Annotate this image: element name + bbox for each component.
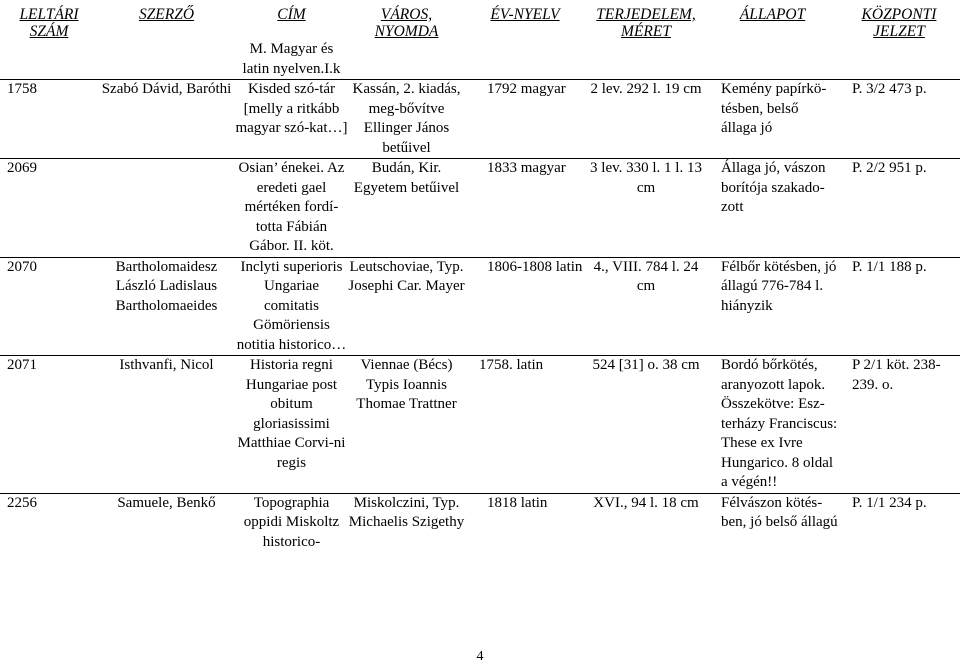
header-row	[0, 4, 960, 40]
row-shelf: P. 1/1 234 p.	[838, 493, 960, 552]
row-title: Kisded szó-tár [melly a ritkább magyar szó-kat…]	[235, 80, 348, 159]
page-number: 4	[476, 649, 484, 664]
row-year-lang: 1833 magyar	[465, 159, 585, 258]
row-place: Viennae (Bécs) Typis Ioannis Thomae Trattner	[348, 356, 465, 494]
row-year-lang: 1758. latin	[465, 356, 585, 494]
header-author: SZERZŐ	[138, 6, 195, 23]
leading-row	[0, 40, 960, 80]
row-year-lang: 1792 magyar	[465, 80, 585, 159]
table-row	[0, 257, 960, 356]
row-shelf: P. 2/2 951 p.	[838, 159, 960, 258]
header-year-lang: ÉV-NYELV	[490, 6, 560, 23]
row-title: Inclyti superioris Ungariae comitatis Gömöriensis notitia historico…	[235, 257, 348, 356]
header-place: VÁROS, NYOMDA	[374, 6, 439, 40]
header-extent: TERJEDELEM, MÉRET	[596, 6, 696, 40]
row-extent: 4., VIII. 784 l. 24 cm	[585, 257, 707, 356]
row-title: Osian’ énekei. Az eredeti gael mértéken fordí-totta Fábián Gábor. II. köt.	[235, 159, 348, 258]
row-author	[98, 159, 235, 258]
row-condition: Bordó bőrkötés, aranyozott lapok. Összekötve: Esz-terházy Franciscus: These ex Ivre Hungarico. 8 oldal a végén!!	[707, 356, 838, 494]
row-author: Isthvanfi, Nicol	[98, 356, 235, 494]
row-place: Leutschoviae, Typ. Josephi Car. Mayer	[348, 257, 465, 356]
row-extent: 524 [31] o. 38 cm	[585, 356, 707, 494]
header-shelf: KÖZPONTI JELZET	[861, 6, 937, 40]
row-extent: 2 lev. 292 l. 19 cm	[585, 80, 707, 159]
table-row	[0, 356, 960, 494]
row-condition: Félbőr kötésben, jó állagú 776-784 l. hiányzik	[707, 257, 838, 356]
row-year-lang: 1806-1808 latin	[465, 257, 585, 356]
row-condition: Kemény papírkö-tésben, belső állaga jó	[707, 80, 838, 159]
table-row	[0, 159, 960, 258]
row-condition: Állaga jó, vászon borítója szakado-zott	[707, 159, 838, 258]
row-extent: 3 lev. 330 l. 1 l. 13 cm	[585, 159, 707, 258]
row-extent: XVI., 94 l. 18 cm	[585, 493, 707, 552]
table-row	[0, 493, 960, 552]
row-id: 2069	[0, 159, 98, 258]
header-condition: ÁLLAPOT	[739, 6, 806, 23]
row-shelf: P. 3/2 473 p.	[838, 80, 960, 159]
row-condition: Félvászon kötés-ben, jó belső állagú	[707, 493, 838, 552]
row-place: Kassán, 2. kiadás, meg-bővítve Ellinger János betűivel	[348, 80, 465, 159]
row-title: Topographia oppidi Miskoltz historico-	[235, 493, 348, 552]
row-place: Budán, Kir. Egyetem betűivel	[348, 159, 465, 258]
header-title: CÍM	[277, 6, 306, 23]
row-shelf: P. 1/1 188 p.	[838, 257, 960, 356]
row-shelf: P 2/1 köt. 238-239. o.	[838, 356, 960, 494]
row-title: Historia regni Hungariae post obitum gloriasissimi Matthiae Corvi-ni regis	[235, 356, 348, 494]
row-id: 1758	[0, 80, 98, 159]
row-author: Samuele, Benkő	[98, 493, 235, 552]
row-year-lang: 1818 latin	[465, 493, 585, 552]
leading-text: M. Magyar és latin nyelven.I.k	[242, 41, 341, 77]
row-author: Bartholomaidesz László Ladislaus Bartholomaeides	[98, 257, 235, 356]
row-author: Szabó Dávid, Baróthi	[98, 80, 235, 159]
header-id: LELTÁRI SZÁM	[19, 6, 79, 40]
row-id: 2256	[0, 493, 98, 552]
row-id: 2071	[0, 356, 98, 494]
row-place: Miskolczini, Typ. Michaelis Szigethy	[348, 493, 465, 552]
table-row	[0, 80, 960, 159]
row-id: 2070	[0, 257, 98, 356]
catalog-table	[0, 4, 960, 552]
